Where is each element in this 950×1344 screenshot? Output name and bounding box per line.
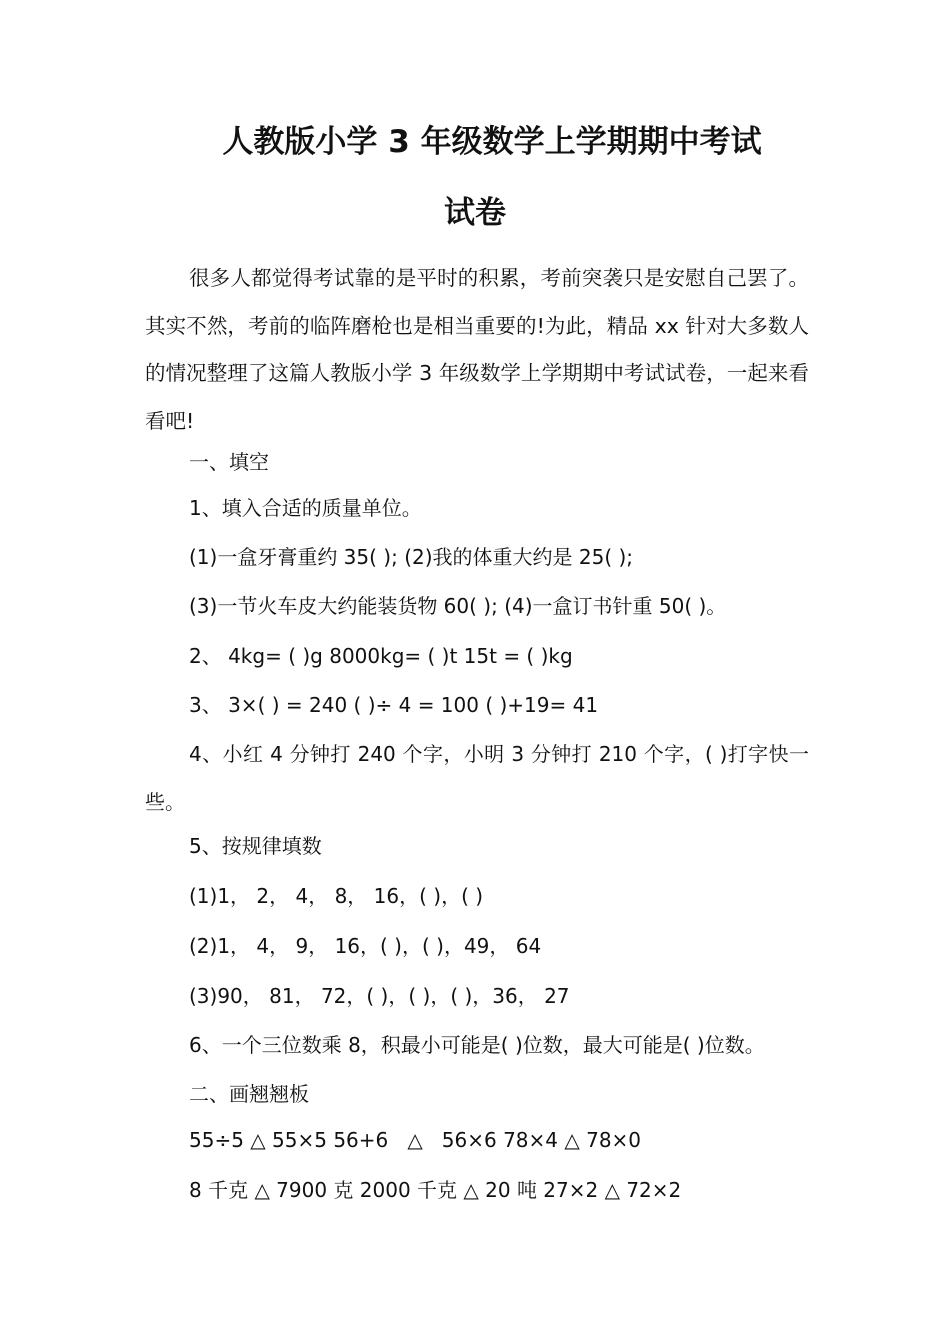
question-5: 5、按规律填数 [189, 834, 322, 858]
question-4: 4、小红 4 分钟打 240 个字，小明 3 分钟打 210 个字，( )打字快一些。 [145, 742, 809, 814]
question-5-part-3: (3)90， 81， 72，( )，( )，( )，36， 27 [189, 984, 570, 1008]
question-3: 3、 3×( ) = 240 ( )÷ 4 = 100 ( )+19= 41 [189, 693, 599, 717]
question-1-part-b: (3)一节火车皮大约能装货物 60( ); (4)一盒订书针重 50( )。 [189, 594, 727, 618]
question-5-part-1: (1)1， 2， 4， 8， 16，( )，( ) [189, 884, 484, 908]
question-5-part-2: (2)1， 4， 9， 16，( )，( )，49， 64 [189, 934, 542, 958]
section-heading-fill-blank: 一、填空 [189, 450, 269, 474]
document-title-line-2: 试卷 [444, 195, 506, 231]
seesaw-row-2: 8 千克 △ 7900 克 2000 千克 △ 20 吨 27×2 △ 72×2 [189, 1178, 682, 1202]
document-title-line-1: 人教版小学 3 年级数学上学期期中考试 [222, 124, 762, 160]
section-heading-seesaw: 二、画翘翘板 [189, 1082, 309, 1106]
seesaw-row-1: 55÷5 △ 55×5 56+6 △ 56×6 78×4 △ 78×0 [189, 1128, 642, 1152]
question-2: 2、 4kg= ( )g 8000kg= ( )t 15t = ( )kg [189, 644, 573, 668]
intro-paragraph: 很多人都觉得考试靠的是平时的积累，考前突袭只是安慰自己罢了。其实不然，考前的临阵磨枪也是相当重要的!为此，精品 xx 针对大多数人的情况整理了这篇人教版小学 3 年级数学上学期期中考试试卷，一起来看看吧! [145, 266, 809, 433]
question-6: 6、一个三位数乘 8，积最小可能是( )位数，最大可能是( )位数。 [189, 1033, 765, 1057]
question-1-part-a: (1)一盒牙膏重约 35( ); (2)我的体重大约是 25( ); [189, 545, 634, 569]
question-1: 1、填入合适的质量单位。 [189, 496, 422, 520]
